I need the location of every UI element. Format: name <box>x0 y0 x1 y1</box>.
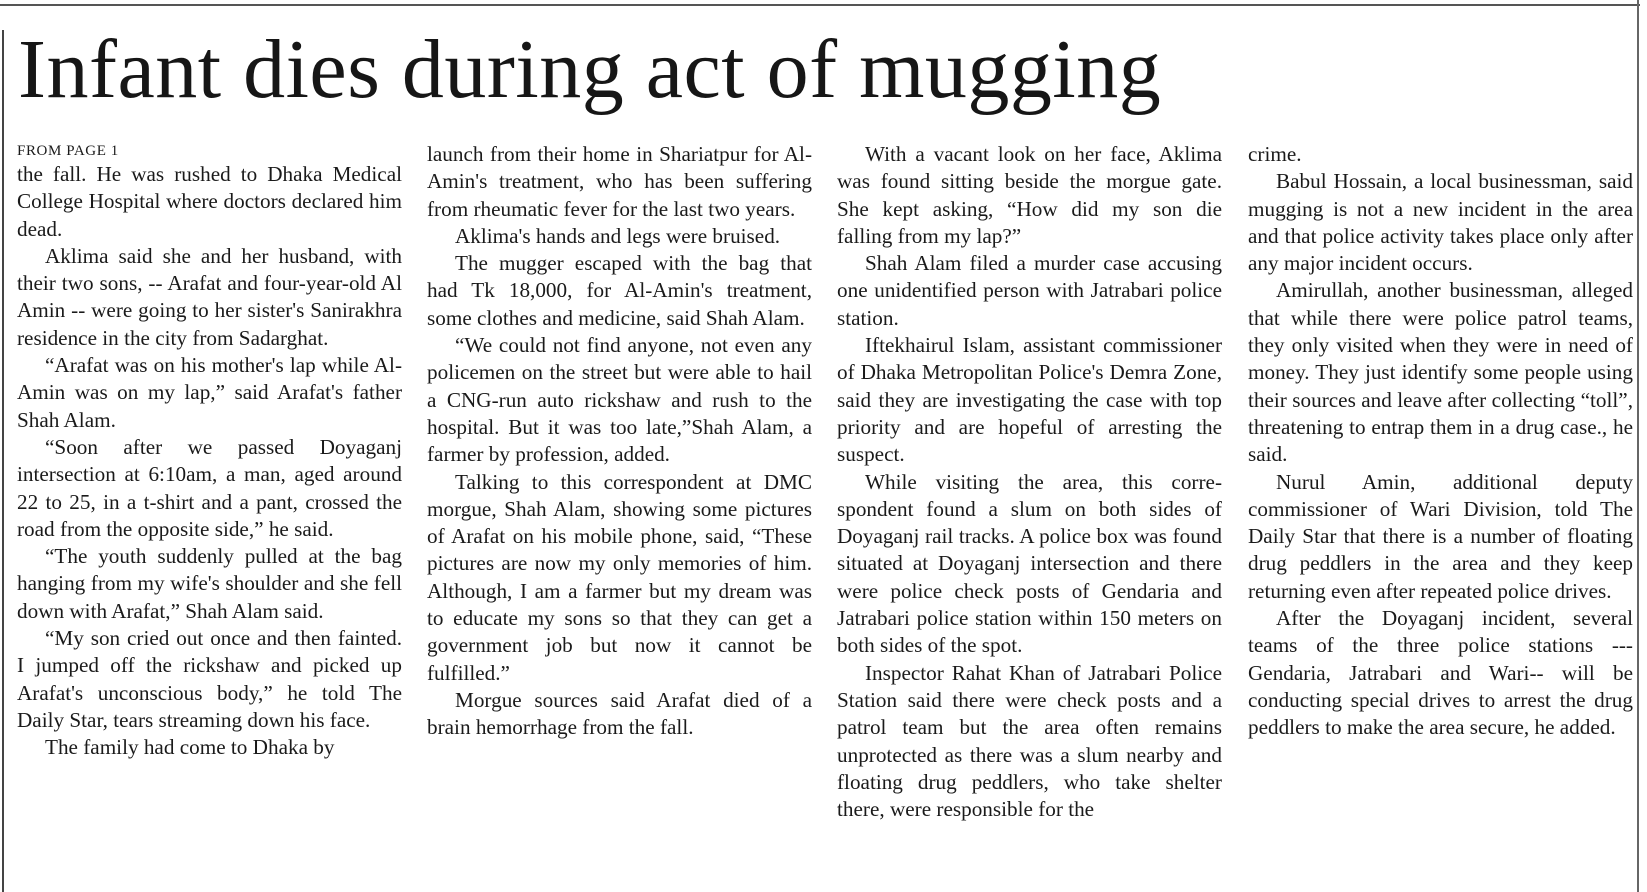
paragraph: Iftekhairul Islam, assistant commissioner of Dhaka Metropolitan Police's Demra Zone, said they are investigating the case with top priority and are hopeful of arresting the suspect. <box>837 333 1222 467</box>
paragraph: While visiting the area, this correspondent found a slum on both sides of Doyaganj rail tracks. A police box was found situated at Doyaganj intersection and there were police check posts of Gendaria and Jatrabari police station within 150 meters on both sides of the spot. <box>837 469 1222 658</box>
article-column-2 <box>427 141 812 742</box>
paragraph: Aklima said she and her husband, with their two sons, -- Arafat and four-year-old Al Amin -- were going to her sister's Sanirakhra residence in the city from Sadarghat. <box>17 243 402 350</box>
paragraph: Aklima's hands and legs were bruised. <box>455 223 781 248</box>
paragraph: the fall. He was rushed to Dhaka Medical College Hospital where doctors declared him dead. <box>17 162 402 241</box>
top-rule <box>0 4 1640 6</box>
kicker-from-page: FROM PAGE 1 <box>17 143 119 159</box>
paragraph: “We could not find anyone, not even any policemen on the street but were able to hail a CNG-run auto rickshaw and rush to the hospital. But it was too late,”Shah Alam, a farmer by profession, added. <box>427 333 812 467</box>
paragraph: “Arafat was on his mother's lap while Al-Amin was on my lap,” said Arafat's father Shah Alam. <box>17 353 402 432</box>
paragraph: Nurul Amin, additional deputy commissioner of Wari Division, told The Daily Star that there is a number of floating drug peddlers in the area and they keep returning even after repeated police drives. <box>1248 469 1633 603</box>
article-column-3 <box>837 141 1222 823</box>
paragraph: Amirullah, another businessman, alleged that while there were police patrol teams, they only visited when they were in need of money. They just identify some people using their sources and leave after collecting “toll”, threatening to entrap them in a drug case., he said. <box>1248 278 1633 467</box>
paragraph: launch from their home in Shariatpur for Al-Amin's treatment, who has been suffering from rheumatic fever for the last two years. <box>427 142 812 221</box>
headline: Infant dies during act of mugging <box>18 23 1162 116</box>
paragraph: Talking to this correspondent at DMC morgue, Shah Alam, showing some pictures of Arafat on his mobile phone, said, “These pictures are now my only memories of him. Although, I am a farmer but my dream was to educate my sons so that they can get a government job but now it cannot be fulfilled.” <box>427 469 812 685</box>
paragraph: After the Doyaganj incident, several teams of the three police stations --- Gendaria, Jatrabari and Wari-- will be conducting special drives to arrest the drug peddlers to make the area secure, he added. <box>1248 606 1633 740</box>
paragraph: “The youth suddenly pulled at the bag hanging from my wife's shoulder and she fell down with Arafat,” Shah Alam said. <box>17 544 402 623</box>
paragraph: With a vacant look on her face, Aklima was found sitting beside the morgue gate. She kept asking, “How did my son die falling from my lap?” <box>837 142 1222 248</box>
article-column-4 <box>1248 141 1633 742</box>
article-column-1 <box>17 141 402 762</box>
paragraph: Babul Hossain, a local businessman, said mugging is not a new incident in the area and that police activity takes place only after any major incident occurs. <box>1248 169 1633 276</box>
paragraph: Inspector Rahat Khan of Jatrabari Police Station said there were check posts and a patrol team but the area often remains unprotected as there was a slum nearby and floating drug peddlers, who take shelter there, were responsible for the <box>837 660 1222 822</box>
paragraph: The family had come to Dhaka by <box>45 735 335 760</box>
left-column-rule <box>2 30 4 892</box>
right-edge-rule <box>1637 0 1639 892</box>
paragraph: “My son cried out once and then fainted. I jumped off the rickshaw and picked up Arafat's unconscious body,” he told The Daily Star, tears streaming down his face. <box>17 626 402 732</box>
paragraph: Shah Alam filed a murder case accusing one unidentified person with Jatrabari police station. <box>837 251 1222 330</box>
paragraph: crime. <box>1248 142 1302 166</box>
paragraph: “Soon after we passed Doyaganj intersection at 6:10am, a man, aged around 22 to 25, in a t-shirt and a pant, crossed the road from the opposite side,” he said. <box>17 434 402 541</box>
paragraph: The mugger escaped with the bag that had Tk 18,000, for Al-Amin's treatment, some clothes and medicine, said Shah Alam. <box>427 251 812 330</box>
paragraph: Morgue sources said Arafat died of a brain hemorrhage from the fall. <box>427 687 812 740</box>
